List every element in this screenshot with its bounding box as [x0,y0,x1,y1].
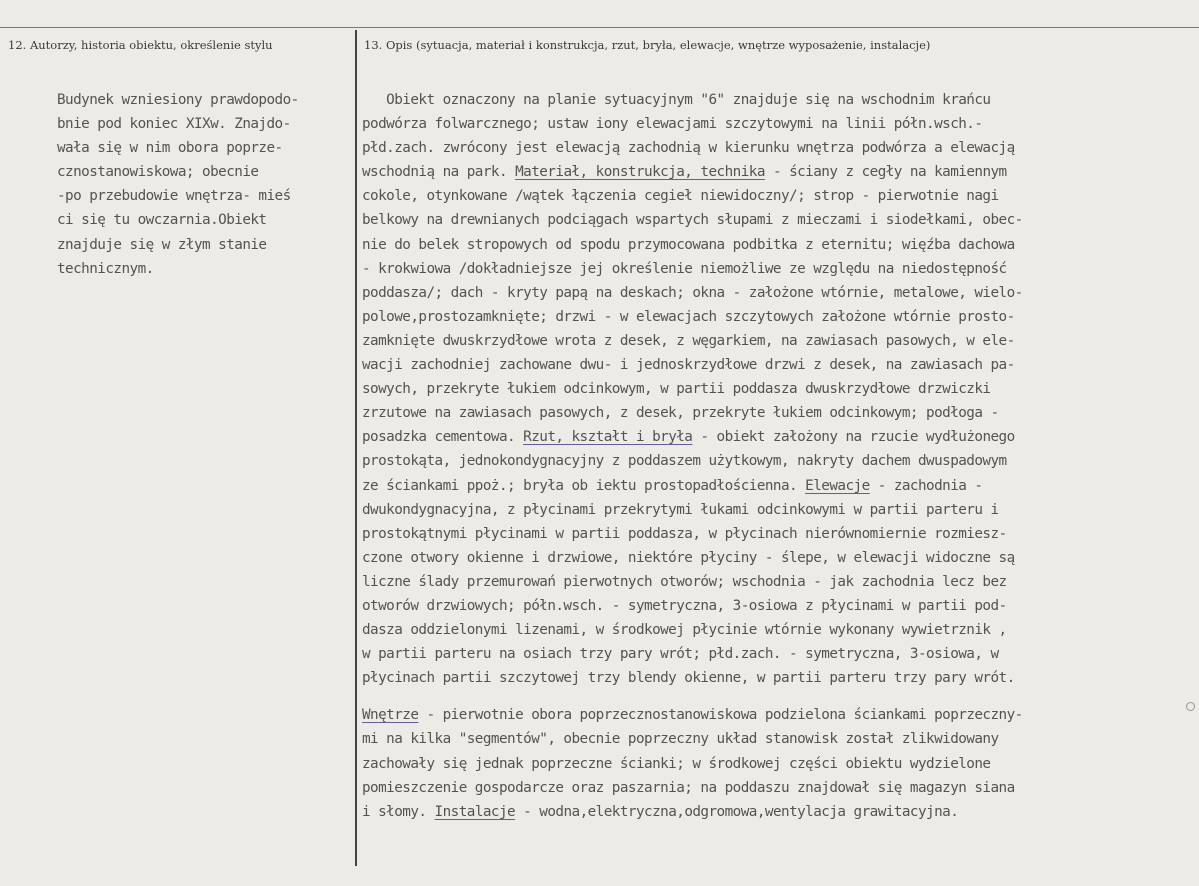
text-segment: płycinach partii szczytowej trzy blendy okienne, w partii parteru trzy pary wrót. [362,670,1015,687]
description-text [362,88,1194,824]
description-line [362,474,1194,498]
description-line [362,160,1194,184]
text-segment: polowe,prostozamknięte; drzwi - w elewacjach szczytowych założone wtórnie prosto- [362,308,1015,325]
text-segment: w partii parteru na osiach trzy pary wrót; płd.zach. - symetryczna, 3-osiowa, w [362,646,999,663]
text-segment: płd.zach. zwrócony jest elewacją zachodnią w kierunku wnętrza podwórza a elewacją [362,140,1015,157]
left-text-line: -po przebudowie wnętrza- mieś [57,188,291,205]
description-line [362,305,1194,329]
description-line [362,136,1194,160]
section-13-heading: 13. Opis (sytuacja, materiał i konstrukcja, rzut, bryła, elewacje, wnętrze wyposażenie, instalacje) [364,38,931,52]
text-segment: belkowy na drewnianych podciągach wspartych słupami z mieczami i siodełkami, obec- [362,212,1023,229]
description-line [362,449,1194,473]
text-segment: dwukondygnacyjna, z płycinami przekrytymi łukami odcinkowymi w partii parteru i [362,501,999,518]
text-segment: dasza oddzielonymi lizenami, w środkowej płycinie wtórnie wykonany wywietrznik , [362,622,1007,639]
section-keyword: Instalacje [434,803,516,820]
text-segment: Obiekt oznaczony na planie sytuacyjnym "6" znajduje się na wschodnim krańcu [362,92,991,108]
description-line [362,727,1194,751]
description-line [362,800,1194,824]
description-line [362,546,1194,570]
punch-hole-mark [1186,702,1195,711]
description-line [362,377,1194,401]
text-segment: ze ściankami ppoż.; bryła ob iektu prostopadłościenna. [362,477,806,494]
text-segment: prostokątnymi płycinami w partii poddasza, w płycinach nierównomiernie rozmiesz- [362,525,1007,542]
description-line [362,776,1194,800]
description-line [362,184,1194,208]
text-segment: liczne ślady przemurowań pierwotnych otworów; wschodnia - jak zachodnia lecz bez [362,573,1007,590]
description-line [362,642,1194,666]
left-text-line: cznostanowiskowa; obecnie [57,164,259,181]
text-segment: - pierwotnie obora poprzecznostanowiskowa podzielona ściankami poprzeczny- [418,707,1023,724]
description-line [362,208,1194,232]
left-text-line: ci się tu owczarnia.Obiekt [57,212,267,229]
text-segment: prostokąta, jednokondygnacyjny z poddaszem użytkowym, nakryty dachem dwuspadowym [362,453,1007,470]
text-segment: wschodnią na park. [362,164,516,181]
description-line [362,666,1194,690]
section-12-heading: 12. Autorzy, historia obiektu, określenie stylu [8,38,273,52]
text-segment: posadzka cementowa. [362,429,524,446]
description-line [362,281,1194,305]
left-text-line: znajduje się w złym stanie [57,236,267,253]
authors-history-text [57,88,352,281]
description-line [362,329,1194,353]
section-keyword: Rzut, kształt i bryła [523,429,693,446]
text-segment: - obiekt założony na rzucie wydłużonego [692,429,1015,446]
text-segment: czone otwory okienne i drzwiowe, niektóre płyciny - ślepe, w elewacji widoczne są [362,549,1015,566]
description-line [362,570,1194,594]
left-text-line: bnie pod koniec XIXw. Znajdo- [57,116,291,133]
description-line [362,233,1194,257]
text-segment: cokole, otynkowane /wątek łączenia cegieł niewidoczny/; strop - pierwotnie nagi [362,188,999,205]
column-divider [355,30,357,866]
text-segment: poddasza/; dach - kryty papą na deskach; okna - założone wtórnie, metalowe, wielo- [362,284,1023,301]
text-segment: otworów drzwiowych; półn.wsch. - symetryczna, 3-osiowa z płycinami w partii pod- [362,597,1007,614]
description-line [362,594,1194,618]
text-segment: wacji zachodniej zachowane dwu- i jednoskrzydłowe drzwi z desek, na zawiasach pa- [362,357,1015,374]
text-segment: - krokwiowa /dokładniejsze jej określenie niemożliwe ze względu na niedostępność [362,260,1007,277]
left-text-line: technicznym. [57,260,154,277]
section-keyword: Materiał, konstrukcja, technika [515,164,765,181]
text-segment: podwórza folwarcznego; ustaw iony elewacjami szczytowymi na linii półn.wsch.- [362,116,983,133]
left-text-line: Budynek wzniesiony prawdopodo- [57,92,299,108]
description-line [362,618,1194,642]
text-segment: - zachodnia - [869,477,983,494]
section-keyword: Wnętrze [362,707,419,724]
description-line [362,112,1194,136]
section-keyword: Elewacje [805,477,870,494]
text-segment: - wodna,elektryczna,odgromowa,wentylacja grawitacyjna. [515,803,959,820]
text-segment: zachowały się jednak poprzeczne ścianki; w środkowej części obiektu wydzielone [362,755,991,772]
description-line [362,522,1194,546]
text-segment: nie do belek stropowych od spodu przymocowana podbitka z eternitu; więźba dachowa [362,236,1015,253]
description-line [362,257,1194,281]
description-line [362,752,1194,776]
text-segment: mi na kilka "segmentów", obecnie poprzeczny układ stanowisk został zlikwidowany [362,731,999,748]
text-segment: zrzutowe na zawiasach pasowych, z desek, przekryte łukiem odcinkowym; podłoga - [362,405,999,422]
description-line [362,353,1194,377]
text-segment: sowych, przekryte łukiem odcinkowym, w partii poddasza dwuskrzydłowe drzwiczki [362,381,991,398]
header-rule [0,27,1199,28]
description-line [362,703,1194,727]
text-segment: i słomy. [362,803,435,820]
text-segment: - ściany z cegły na kamiennym [764,164,1007,181]
text-segment: zamknięte dwuskrzydłowe wrota z desek, z węgarkiem, na zawiasach pasowych, w ele- [362,332,1015,349]
description-line [362,401,1194,425]
description-line [362,88,1194,112]
left-text-line: wała się w nim obora poprze- [57,140,283,157]
description-line [362,498,1194,522]
description-line [362,425,1194,449]
text-segment: pomieszczenie gospodarcze oraz paszarnia; na poddaszu znajdował się magazyn siana [362,779,1015,796]
